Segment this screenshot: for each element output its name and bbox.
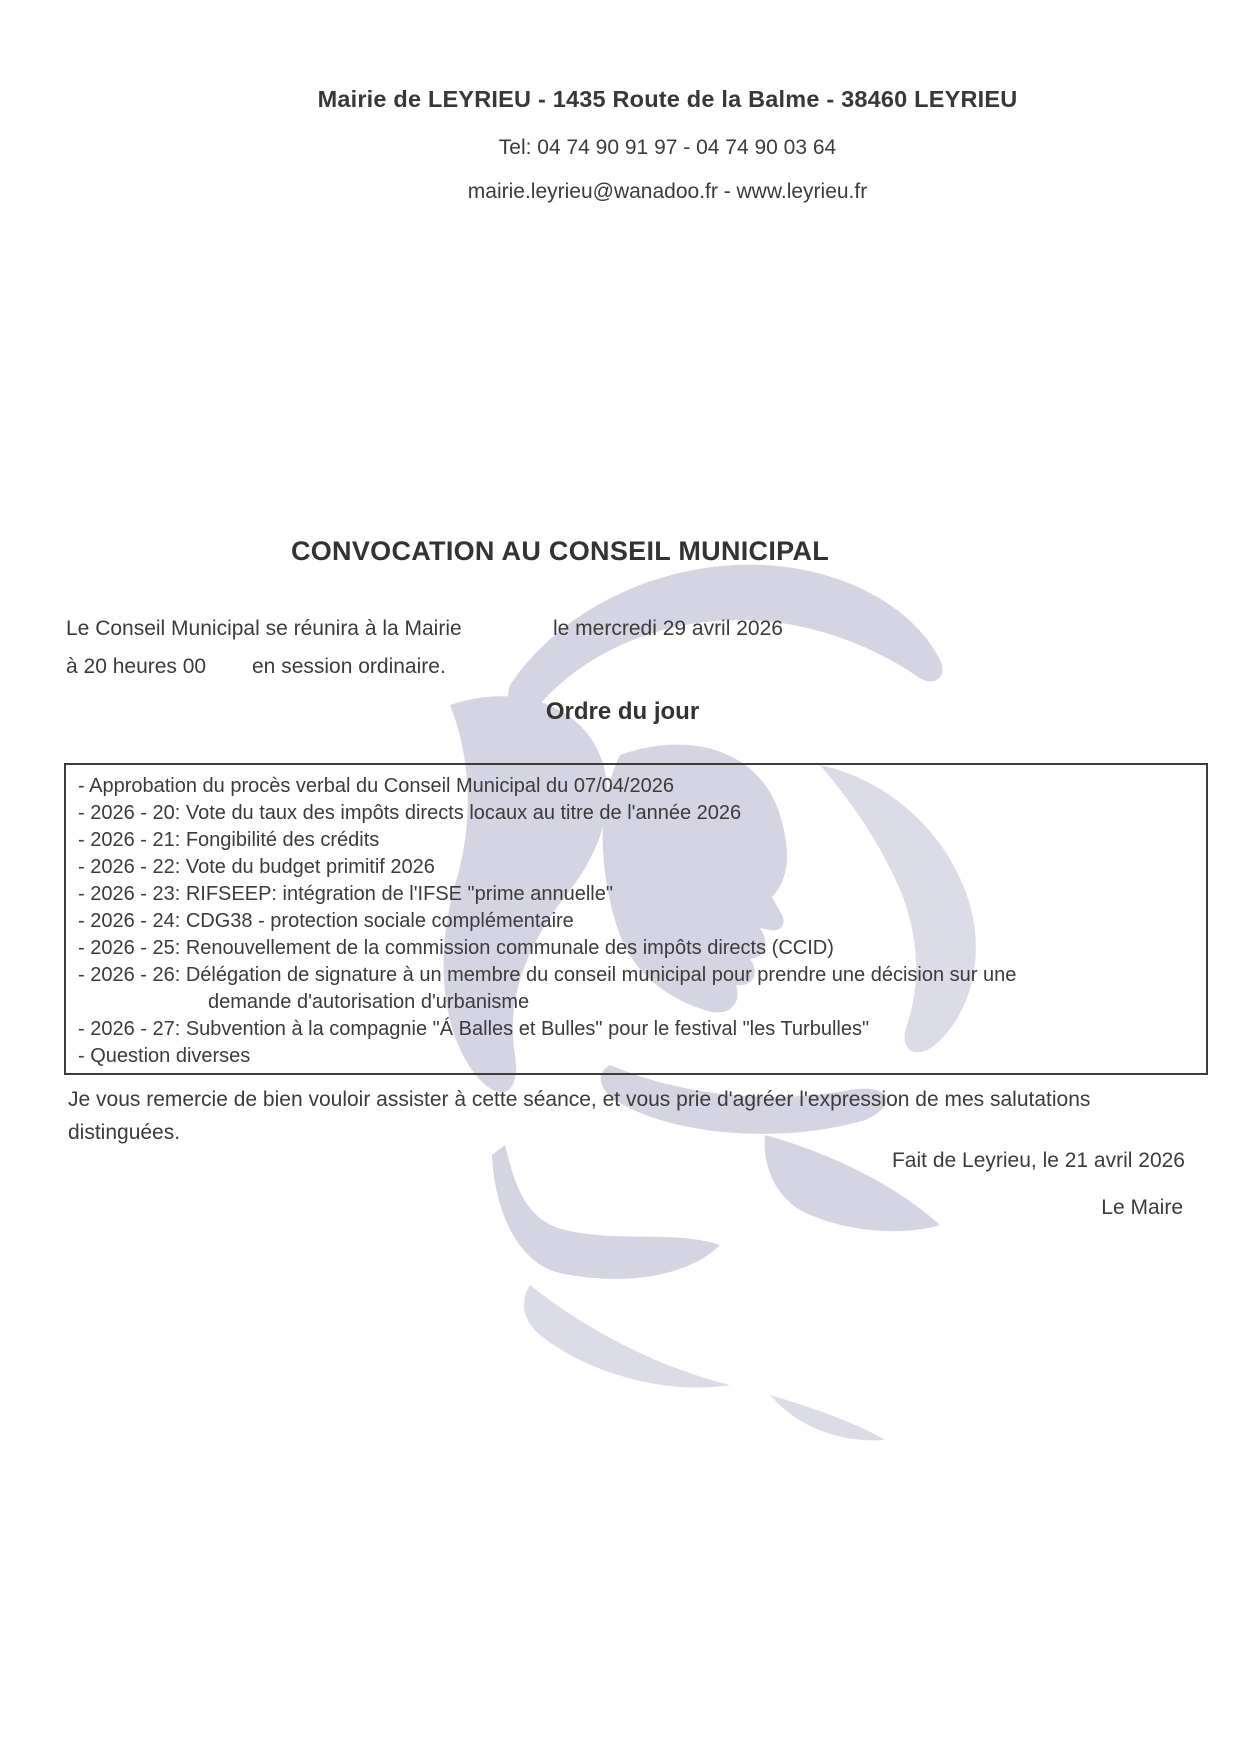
meeting-time: à 20 heures 00 bbox=[66, 655, 207, 678]
mairie-email-website: mairie.leyrieu@wanadoo.fr - www.leyrieu.fr bbox=[467, 180, 868, 203]
agenda-box bbox=[64, 763, 1208, 1075]
agenda-item: - 2026 - 27: Subvention à la compagnie "Á Balles et Bulles" pour le festival "les Turbulles" bbox=[78, 1018, 870, 1040]
mairie-name-address: Mairie de LEYRIEU - 1435 Route de la Balme - 38460 LEYRIEU bbox=[317, 86, 1018, 112]
agenda-item: - 2026 - 22: Vote du budget primitif 2026 bbox=[78, 856, 435, 878]
agenda-item: - 2026 - 23: RIFSEEP: intégration de l'IFSE "prime annuelle" bbox=[78, 883, 613, 905]
agenda-item: - 2026 - 26: Délégation de signature à un membre du conseil municipal pour prendre une décision sur une bbox=[78, 964, 1017, 986]
agenda-item: - Question diverses bbox=[78, 1045, 251, 1067]
closing-paragraph-line2: distinguées. bbox=[68, 1121, 181, 1144]
letterhead bbox=[95, 86, 1240, 204]
signature-title: Le Maire bbox=[1101, 1196, 1183, 1219]
agenda-item: - 2026 - 21: Fongibilité des crédits bbox=[78, 829, 380, 851]
meeting-session-type: en session ordinaire. bbox=[252, 655, 446, 678]
agenda-item: - Approbation du procès verbal du Conseil Municipal du 07/04/2026 bbox=[78, 775, 674, 797]
agenda-heading: Ordre du jour bbox=[545, 698, 700, 725]
agenda-item: - 2026 - 24: CDG38 - protection sociale complémentaire bbox=[78, 910, 574, 932]
closing-paragraph-line1: Je vous remercie de bien vouloir assister à cette séance, et vous prie d'agréer l'expression de mes salutations bbox=[68, 1088, 1091, 1111]
date-place-line: Fait de Leyrieu, le 21 avril 2026 bbox=[891, 1149, 1185, 1172]
document-title: CONVOCATION AU CONSEIL MUNICIPAL bbox=[290, 536, 830, 566]
meeting-date: le mercredi 29 avril 2026 bbox=[553, 617, 783, 640]
agenda-item: - 2026 - 20: Vote du taux des impôts directs locaux au titre de l'année 2026 bbox=[78, 802, 742, 824]
mairie-phone: Tel: 04 74 90 91 97 - 04 74 90 03 64 bbox=[498, 136, 837, 159]
agenda-item: - 2026 - 25: Renouvellement de la commission communale des impôts directs (CCID) bbox=[78, 937, 834, 959]
agenda-item-continuation: demande d'autorisation d'urbanisme bbox=[208, 991, 530, 1013]
meeting-sentence: Le Conseil Municipal se réunira à la Mairie bbox=[66, 617, 462, 640]
